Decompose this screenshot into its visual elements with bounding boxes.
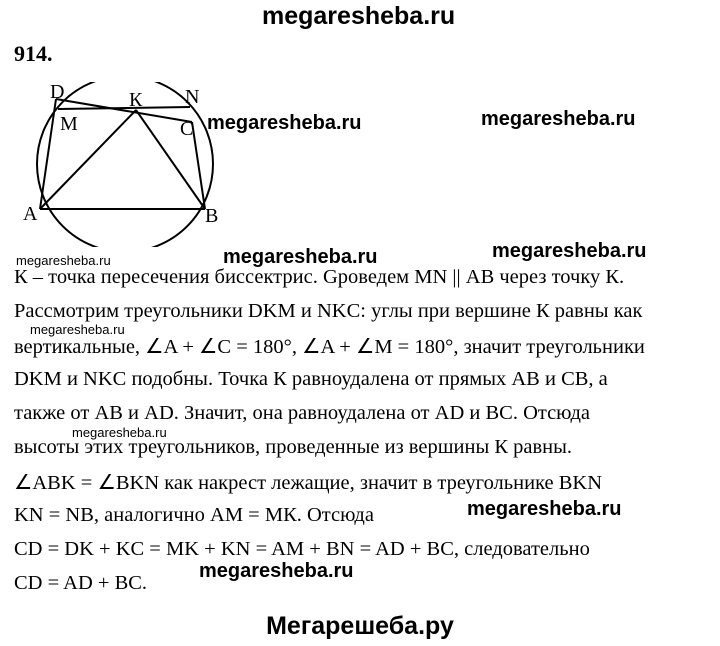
side-AD (40, 99, 56, 209)
header-watermark: megaresheba.ru (262, 2, 456, 30)
watermark-mid-left: megaresheba.ru (223, 246, 378, 268)
side-CB (192, 122, 205, 209)
label-K: К (129, 89, 143, 111)
solution-line-4: DKM и NKC подобны. Точка К равноудалена от прямых АВ и СВ, а (14, 368, 608, 390)
line-MN (58, 107, 190, 109)
solution-line-7: ∠ABK = ∠BKN как накрест лежащие, значит в треугольнике BKN (14, 472, 603, 494)
problem-number: 914. (14, 41, 53, 66)
watermark-lower-right: megaresheba.ru (467, 498, 622, 520)
solution-line-9: CD = DK + KC = MK + KN = AM + BN = AD + BC, следовательно (14, 538, 590, 560)
label-B: B (205, 205, 219, 227)
solution-line-3: вертикальные, ∠A + ∠C = 180°, ∠A + ∠M = 180°, значит треугольники (14, 336, 645, 358)
watermark-bottom: megaresheba.ru (199, 560, 354, 582)
label-N: N (185, 86, 200, 108)
segment-BK (136, 110, 205, 209)
label-C: C (180, 118, 194, 140)
watermark-small-2: megaresheba.ru (30, 322, 125, 337)
watermark-small-3: megaresheba.ru (72, 425, 167, 440)
solution-line-2: Рассмотрим треугольники DKM и NKC: углы при вершине К равны как (14, 300, 643, 322)
label-D: D (50, 82, 65, 103)
solution-line-10: CD = AD + BC. (14, 572, 148, 594)
segment-AK (40, 110, 136, 209)
watermark-right-1: megaresheba.ru (207, 112, 362, 134)
solution-line-6: высоты этих треугольников, проведенные из вершины К равны. (14, 436, 573, 458)
watermark-small-1: megaresheba.ru (16, 253, 111, 268)
label-M: M (60, 113, 78, 135)
watermark-right-2: megaresheba.ru (481, 108, 636, 130)
footer-site-name: Мегарешеба.ру (266, 612, 454, 640)
solution-line-5: также от АВ и AD. Значит, она равноудалена от AD и ВС. Отсюда (14, 402, 590, 424)
watermark-mid-right: megaresheba.ru (492, 240, 647, 262)
label-A: A (23, 203, 38, 225)
solution-line-8: KN = NB, аналогично АМ = МК. Отсюда (14, 504, 374, 526)
geometry-figure (20, 82, 270, 247)
solution-line-1: К – точка пересечения биссектрис. Gроведем MN || АВ через точку К. (14, 266, 625, 288)
